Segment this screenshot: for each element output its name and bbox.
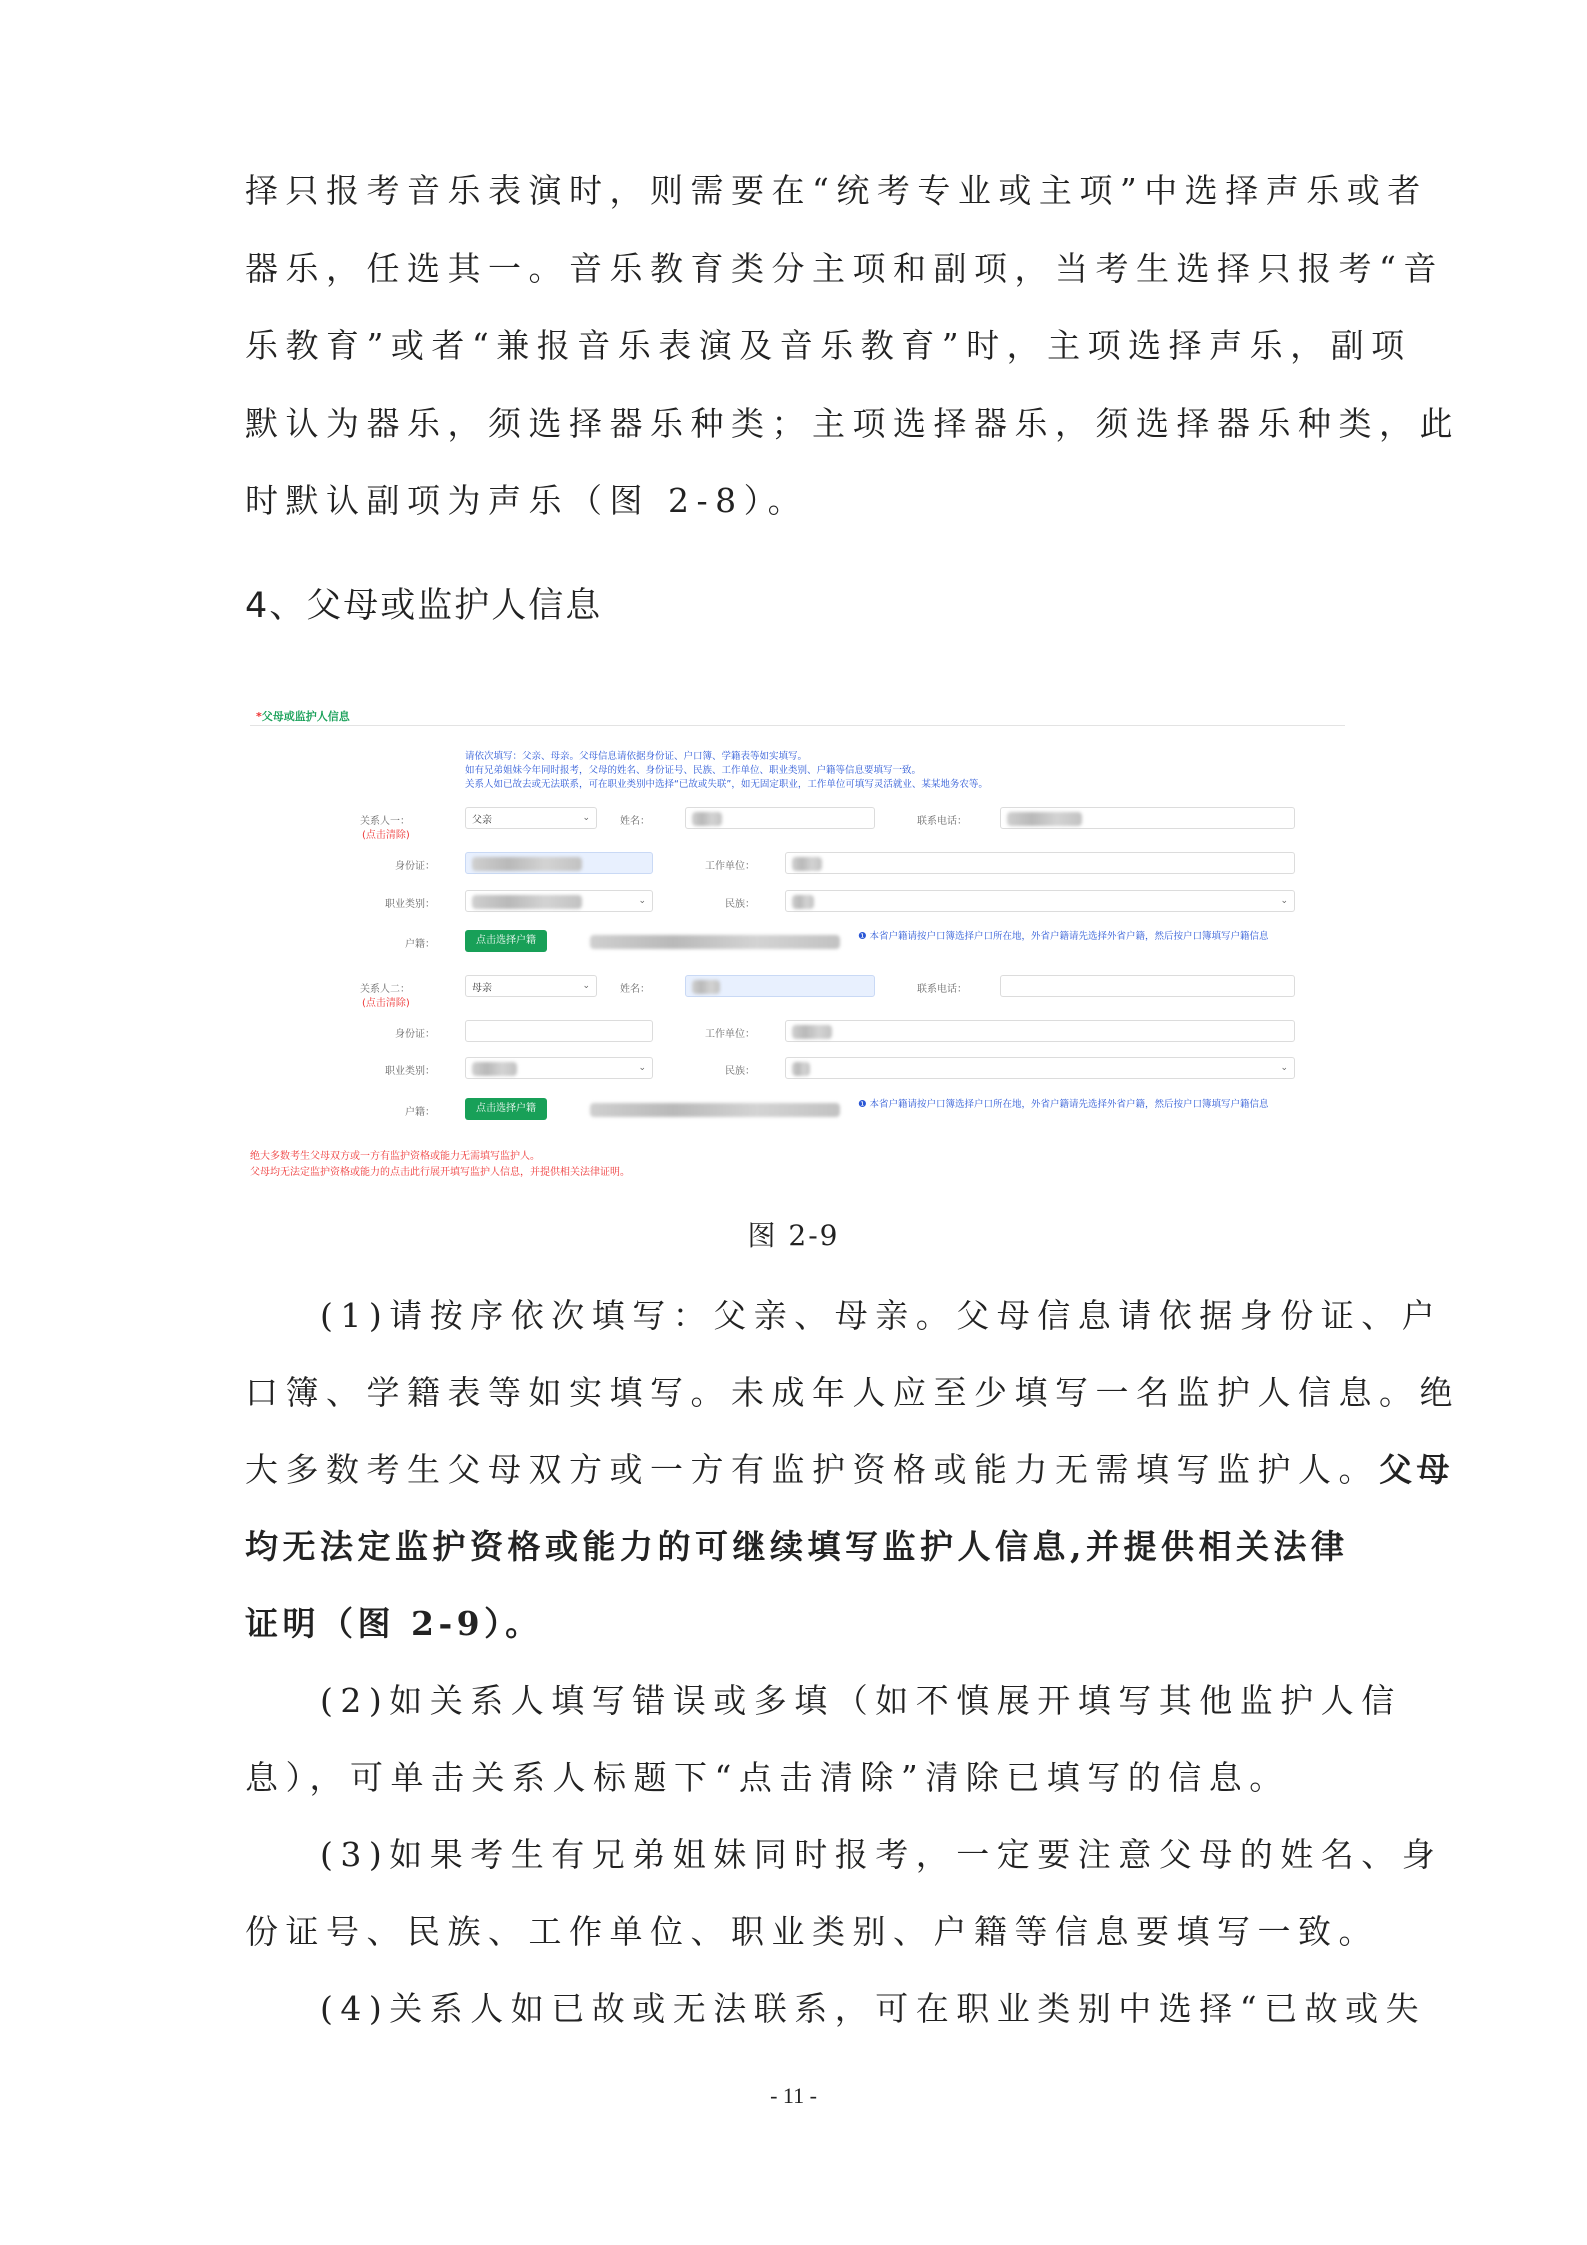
form-tip: 关系人如已故去或无法联系，可在职业类别中选择“已故或失联”，如无固定职业，工作单位可填写灵活就业、某某地务农等。 <box>465 779 988 790</box>
redacted-value <box>792 1062 810 1076</box>
redacted-value <box>792 895 814 909</box>
contact2-name-label: 姓名： <box>620 984 650 995</box>
contact2-phone-input[interactable] <box>1000 975 1295 997</box>
chevron-down-icon: ⌄ <box>638 896 646 906</box>
contact1-name-input[interactable] <box>685 807 875 829</box>
form-warning: 绝大多数考生父母双方或一方有监护资格或能力无需填写监护人。 <box>250 1151 540 1162</box>
redacted-value <box>472 1062 517 1076</box>
body-line: (1)请按序依次填写：父亲、母亲。父母信息请依据身份证、户 <box>320 1296 1443 1335</box>
form-title: *父母或监护人信息 <box>256 710 350 723</box>
redacted-value <box>792 857 822 871</box>
info-icon: ❶ <box>858 1099 870 1110</box>
contact1-phone-input[interactable] <box>1000 807 1295 829</box>
contact1-relation-select[interactable]: 父亲 ⌄ <box>465 807 597 829</box>
contact1-label: 关系人一： <box>360 816 410 827</box>
figure-caption: 图 2-9 <box>747 1219 840 1252</box>
contact2-id-input[interactable] <box>465 1020 653 1042</box>
contact2-relation-select[interactable]: 母亲 ⌄ <box>465 975 597 997</box>
redacted-value <box>692 980 720 994</box>
contact1-hukou-info: ❶ 本省户籍请按户口簿选择户口所在地，外省户籍请先选择外省户籍，然后按户口簿填写户籍信息 <box>858 931 1269 942</box>
body-line: 时默认副项为声乐（图 2-8）。 <box>245 481 809 520</box>
contact2-ethnic-select[interactable] <box>785 1057 1295 1079</box>
chevron-down-icon: ⌄ <box>1280 1063 1288 1073</box>
contact1-hukou-label: 户籍： <box>405 939 435 950</box>
contact2-work-label: 工作单位： <box>705 1029 755 1040</box>
contact2-work-input[interactable] <box>785 1020 1295 1042</box>
redacted-value <box>792 1025 832 1039</box>
contact1-hukou-button[interactable]: 点击选择户籍 <box>465 930 547 952</box>
body-line: 息），可单击关系人标题下“点击清除”清除已填写的信息。 <box>245 1758 1290 1797</box>
contact1-clear-link[interactable]: (点击清除) <box>362 830 410 841</box>
redacted-value <box>472 895 582 909</box>
contact2-name-input[interactable] <box>685 975 875 997</box>
body-line: (4)关系人如已故或无法联系，可在职业类别中选择“已故或失 <box>320 1989 1427 2028</box>
form-divider <box>250 725 1345 726</box>
redacted-hukou <box>590 935 840 949</box>
form-tip: 如有兄弟姐妹今年同时报考，父母的姓名、身份证号、民族、工作单位、职业类别、户籍等信息要填写一致。 <box>465 765 922 776</box>
contact2-job-label: 职业类别： <box>385 1066 435 1077</box>
contact1-job-label: 职业类别： <box>385 899 435 910</box>
body-line: 默认为器乐，须选择器乐种类；主项选择器乐，须选择器乐种类，此 <box>245 404 1460 443</box>
body-line: (3)如果考生有兄弟姐妹同时报考，一定要注意父母的姓名、身 <box>320 1835 1443 1874</box>
redacted-value <box>472 857 582 871</box>
chevron-down-icon: ⌄ <box>582 813 590 823</box>
contact1-job-select[interactable] <box>465 890 653 912</box>
info-icon: ❶ <box>858 931 870 942</box>
contact2-label: 关系人二： <box>360 984 410 995</box>
contact1-work-label: 工作单位： <box>705 861 755 872</box>
chevron-down-icon: ⌄ <box>1280 896 1288 906</box>
body-line: 大多数考生父母双方或一方有监护资格或能力无需填写监护人。父母 <box>245 1450 1454 1489</box>
contact1-name-label: 姓名： <box>620 816 650 827</box>
body-line-bold: 证明（图 2-9）。 <box>245 1604 543 1643</box>
redacted-hukou <box>590 1103 840 1117</box>
contact2-job-select[interactable] <box>465 1057 653 1079</box>
body-line: 择只报考音乐表演时，则需要在“统考专业或主项”中选择声乐或者 <box>245 171 1428 210</box>
contact1-ethnic-select[interactable] <box>785 890 1295 912</box>
body-line: 口簿、学籍表等如实填写。未成年人应至少填写一名监护人信息。绝 <box>245 1373 1460 1412</box>
contact1-phone-label: 联系电话： <box>917 816 967 827</box>
contact1-id-label: 身份证： <box>395 861 435 872</box>
body-line: 乐教育”或者“兼报音乐表演及音乐教育”时，主项选择声乐，副项 <box>245 326 1412 365</box>
redacted-value <box>692 812 722 826</box>
contact2-phone-label: 联系电话： <box>917 984 967 995</box>
body-line-bold: 均无法定监护资格或能力的可继续填写监护人信息,并提供相关法律 <box>245 1527 1349 1566</box>
chevron-down-icon: ⌄ <box>582 981 590 991</box>
body-line: (2)如关系人填写错误或多填（如不慎展开填写其他监护人信 <box>320 1681 1402 1720</box>
chevron-down-icon: ⌄ <box>638 1063 646 1073</box>
contact2-id-label: 身份证： <box>395 1029 435 1040</box>
body-line: 器乐，任选其一。音乐教育类分主项和副项，当考生选择只报考“音 <box>245 249 1444 288</box>
contact2-hukou-button[interactable]: 点击选择户籍 <box>465 1098 547 1120</box>
contact2-hukou-info: ❶ 本省户籍请按户口簿选择户口所在地，外省户籍请先选择外省户籍，然后按户口簿填写户籍信息 <box>858 1099 1269 1110</box>
contact2-ethnic-label: 民族： <box>725 1066 755 1077</box>
contact1-work-input[interactable] <box>785 852 1295 874</box>
contact1-id-input[interactable] <box>465 852 653 874</box>
section-heading: 4、父母或监护人信息 <box>245 586 603 626</box>
redacted-value <box>1007 812 1082 826</box>
body-line: 份证号、民族、工作单位、职业类别、户籍等信息要填写一致。 <box>245 1912 1379 1951</box>
form-warning-expand-link[interactable]: 父母均无法定监护资格或能力的点击此行展开填写监护人信息，并提供相关法律证明。 <box>250 1167 630 1178</box>
page-number: - 11 - <box>770 2083 817 2108</box>
contact2-clear-link[interactable]: (点击清除) <box>362 998 410 1009</box>
contact2-hukou-label: 户籍： <box>405 1107 435 1118</box>
contact1-ethnic-label: 民族： <box>725 899 755 910</box>
guardian-form-screenshot <box>250 700 1345 1195</box>
form-tip: 请依次填写：父亲、母亲。父母信息请依据身份证、户口簿、学籍表等如实填写。 <box>465 751 808 762</box>
